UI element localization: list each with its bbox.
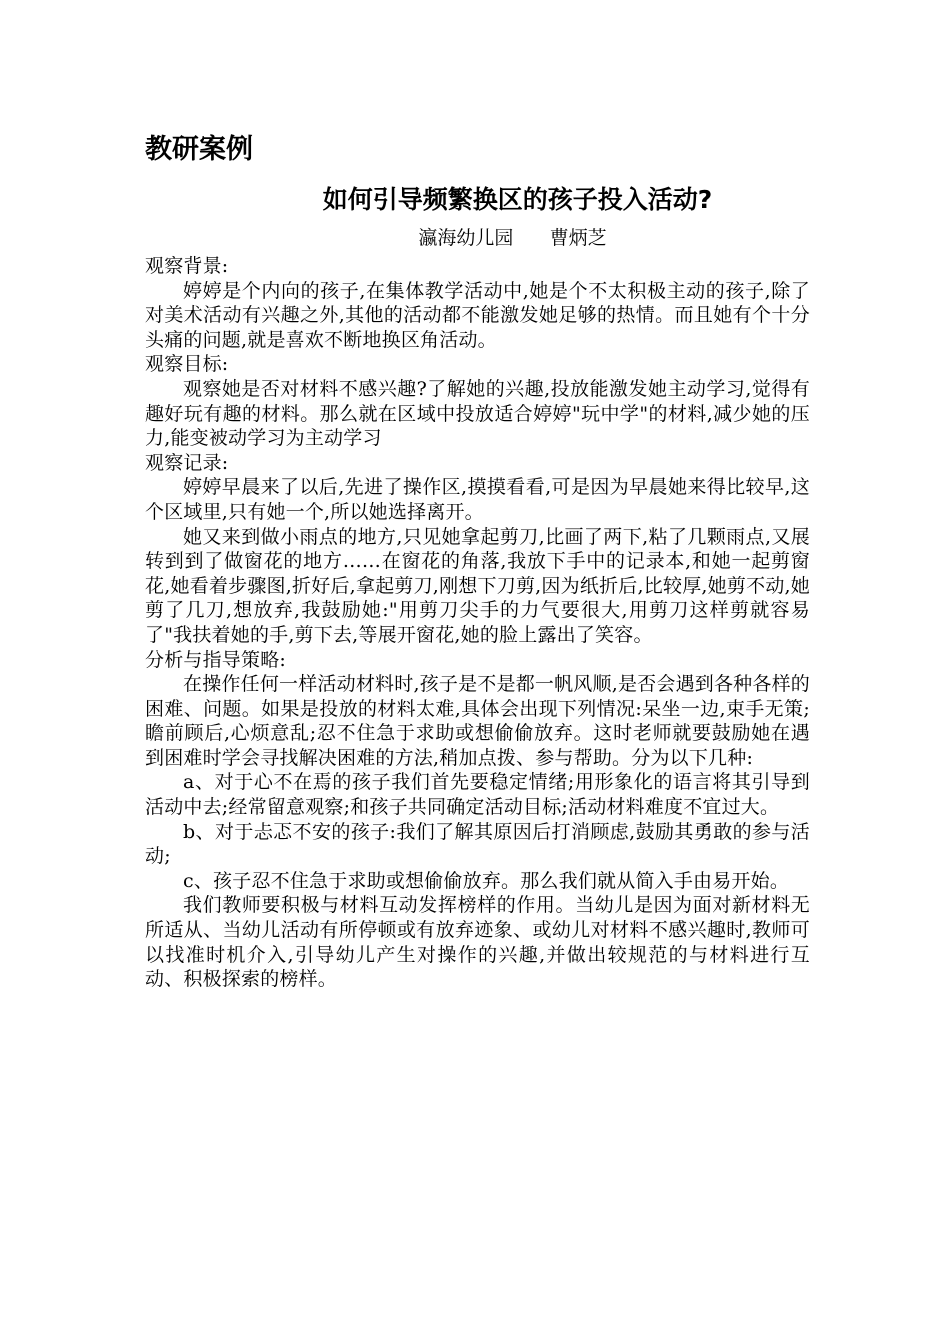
document-page (145, 128, 810, 992)
section-heading-goal: 观察目标: (145, 353, 229, 376)
paragraph: c、孩子忍不住急于求助或想偷偷放弃。那么我们就从简入手由易开始。 (183, 869, 790, 892)
document-title: 如何引导频繁换区的孩子投入活动? (322, 185, 713, 214)
paragraph: 我们教师要积极与材料互动发挥榜样的作用。当幼儿是因为面对新材料无所适从、当幼儿活动有所停顿或有放弃迹象、或幼儿对材料不感兴趣时,教师可以找准时机介入,引导幼儿产生对操作的兴趣,并做出较规范的与材料进行互动、积极探索的榜样。 (145, 894, 810, 991)
section-heading-analysis: 分析与指导策略: (145, 648, 287, 671)
document-body (145, 254, 810, 992)
section-heading-background: 观察背景: (145, 255, 229, 277)
paragraph: b、对于忐忑不安的孩子:我们了解其原因后打消顾虑,鼓励其勇敢的参与活动; (145, 820, 810, 868)
paragraph: 婷婷是个内向的孩子,在集体教学活动中,她是个不太积极主动的孩子,除了对美术活动有兴趣之外,其他的活动都不能激发她足够的热情。而且她有个十分头痛的问题,就是喜欢不断地换区角活动。 (145, 279, 810, 351)
author-name: 曹炳芝 (549, 227, 607, 249)
paragraph: 她又来到做小雨点的地方,只见她拿起剪刀,比画了两下,粘了几颗雨点,又展转到到了做窗花的地方……在窗花的角落,我放下手中的记录本,和她一起剪窗花,她看着步骤图,折好后,拿起剪刀,刚想下刀剪,因为纸折后,比较厚,她剪不动,她剪了几刀,想放弃,我鼓励她:"用剪刀尖手的力气要很大,用剪刀这样剪就容易了"我扶着她的手,剪下去,等展开窗花,她的脸上露出了笑容。 (145, 525, 810, 646)
paragraph: 观察她是否对材料不感兴趣?了解她的兴趣,投放能激发她主动学习,觉得有趣好玩有趣的材料。那么就在区域中投放适合婷婷"玩中学"的材料,减少她的压力,能变被动学习为主动学习 (145, 377, 810, 450)
paragraph: a、对于心不在焉的孩子我们首先要稳定情绪;用形象化的语言将其引导到活动中去;经常留意观察;和孩子共同确定活动目标;活动材料难度不宜过大。 (145, 771, 810, 819)
document-label: 教研案例 (145, 134, 253, 165)
byline (145, 222, 810, 254)
paragraph: 在操作任何一样活动材料时,孩子是不是都一帆风顺,是否会遇到各种各样的困难、问题。如果是投放的材料太难,具体会出现下列情况:呆坐一边,束手无策;瞻前顾后,心烦意乱;忍不住急于求助或想偷偷放弃。这时老师就要鼓励她在遇到困难时学会寻找解决困难的方法,稍加点拨、参与帮助。分为以下几种: (145, 673, 810, 769)
school-name: 瀛海幼儿园 (418, 227, 514, 249)
section-heading-record: 观察记录: (145, 451, 229, 474)
paragraph: 婷婷早晨来了以后,先进了操作区,摸摸看看,可是因为早晨她来得比较早,这个区域里,只有她一个,所以她选择离开。 (145, 476, 810, 523)
